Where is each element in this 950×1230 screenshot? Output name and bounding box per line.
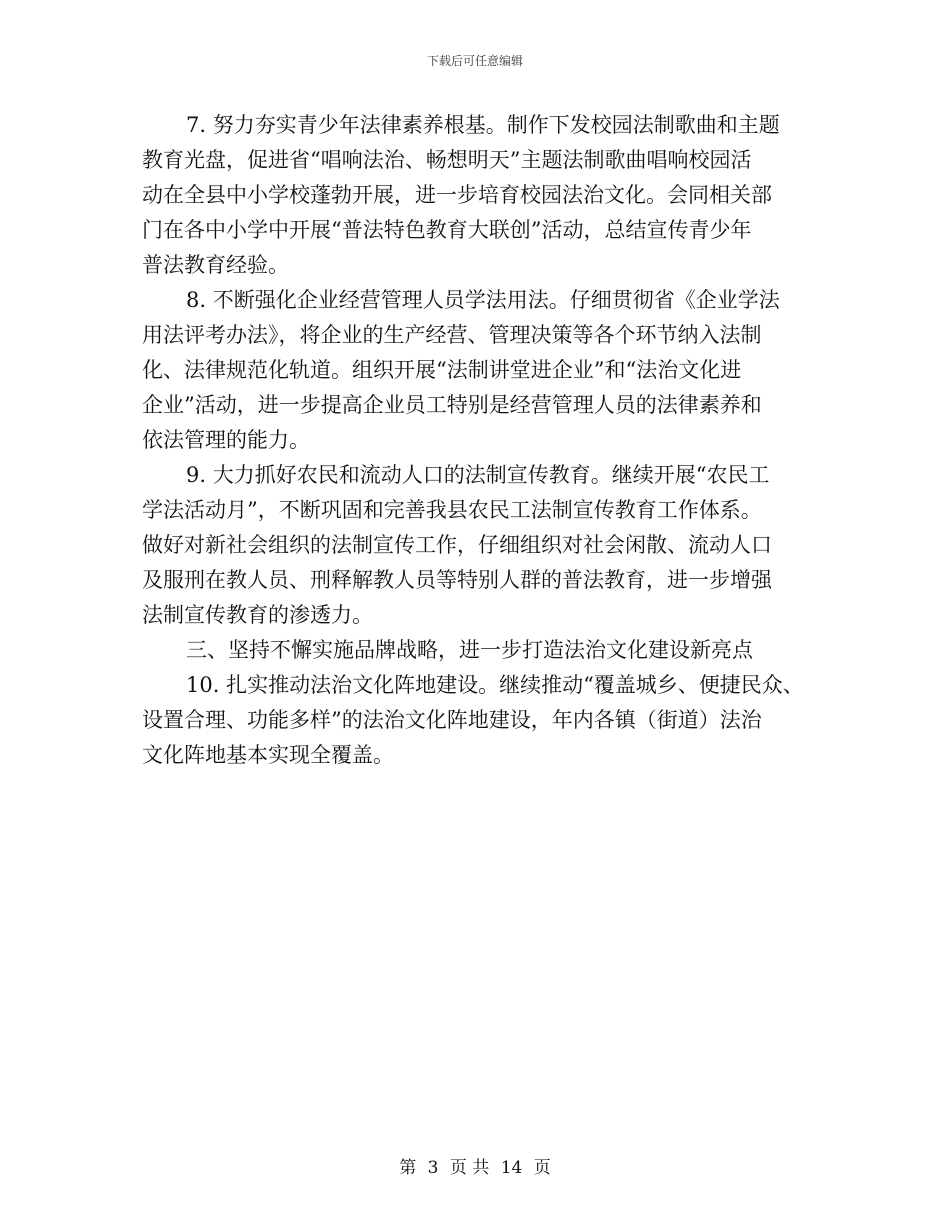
- footer-suffix: 页: [533, 1158, 551, 1178]
- total-page-count: 14: [500, 1158, 523, 1178]
- current-page-number: 3: [427, 1158, 439, 1178]
- paragraph-8-line-5: 依法管理的能力。: [142, 428, 310, 452]
- paragraph-7-line-3: 动在全县中小学校蓬勃开展，进一步培育校园法治文化。会同相关部: [142, 183, 772, 207]
- page-header-note: 下载后可任意编辑: [426, 54, 523, 68]
- paragraph-9-line-5: 法制宣传教育的渗透力。: [142, 603, 373, 627]
- paragraph-8-line-4: 企业”活动，进一步提高企业员工特别是经营管理人员的法律素养和: [142, 393, 762, 417]
- paragraph-9-line-1: 9. 大力抓好农民和流动人口的法制宣传教育。继续开展“农民工: [186, 463, 770, 487]
- paragraph-8-line-3: 化、法律规范化轨道。组织开展“法制讲堂进企业”和“法治文化进: [142, 358, 742, 382]
- paragraph-10-line-2: 设置合理、功能多样”的法治文化阵地建设，年内各镇（街道）法治: [142, 708, 762, 732]
- paragraph-7-line-5: 普法教育经验。: [142, 253, 289, 277]
- paragraph-9-line-3: 做好对新社会组织的法制宣传工作，仔细组织对社会闲散、流动人口: [142, 533, 772, 557]
- paragraph-9-line-4: 及服刑在教人员、刑释解教人员等特别人群的普法教育，进一步增强: [142, 568, 772, 592]
- paragraph-7-line-2: 教育光盘，促进省“唱响法治、畅想明天”主题法制歌曲唱响校园活: [142, 148, 752, 172]
- paragraph-8-line-1: 8. 不断强化企业经营管理人员学法用法。仔细贯彻省《企业学法: [186, 288, 780, 312]
- paragraph-7-line-4: 门在各中小学中开展“普法特色教育大联创”活动，总结宣传青少年: [142, 218, 752, 242]
- paragraph-8-line-2: 用法评考办法》，将企业的生产经营、管理决策等各个环节纳入法制: [142, 323, 762, 347]
- footer-middle: 页 共: [449, 1158, 490, 1178]
- footer-prefix: 第: [399, 1158, 417, 1178]
- paragraph-9-line-2: 学法活动月”，不断巩固和完善我县农民工法制宣传教育工作体系。: [142, 498, 762, 522]
- paragraph-10-line-3: 文化阵地基本实现全覆盖。: [142, 743, 394, 767]
- section-3-heading: 三、坚持不懈实施品牌战略，进一步打造法治文化建设新亮点: [186, 638, 753, 662]
- paragraph-10-line-1: 10. 扎实推动法治文化阵地建设。继续推动“覆盖城乡、便捷民众、: [186, 673, 804, 697]
- paragraph-7-line-1: 7. 努力夯实青少年法律素养根基。制作下发校园法制歌曲和主题: [186, 113, 780, 137]
- page-number-footer: [0, 1153, 950, 1178]
- document-body: [142, 108, 812, 773]
